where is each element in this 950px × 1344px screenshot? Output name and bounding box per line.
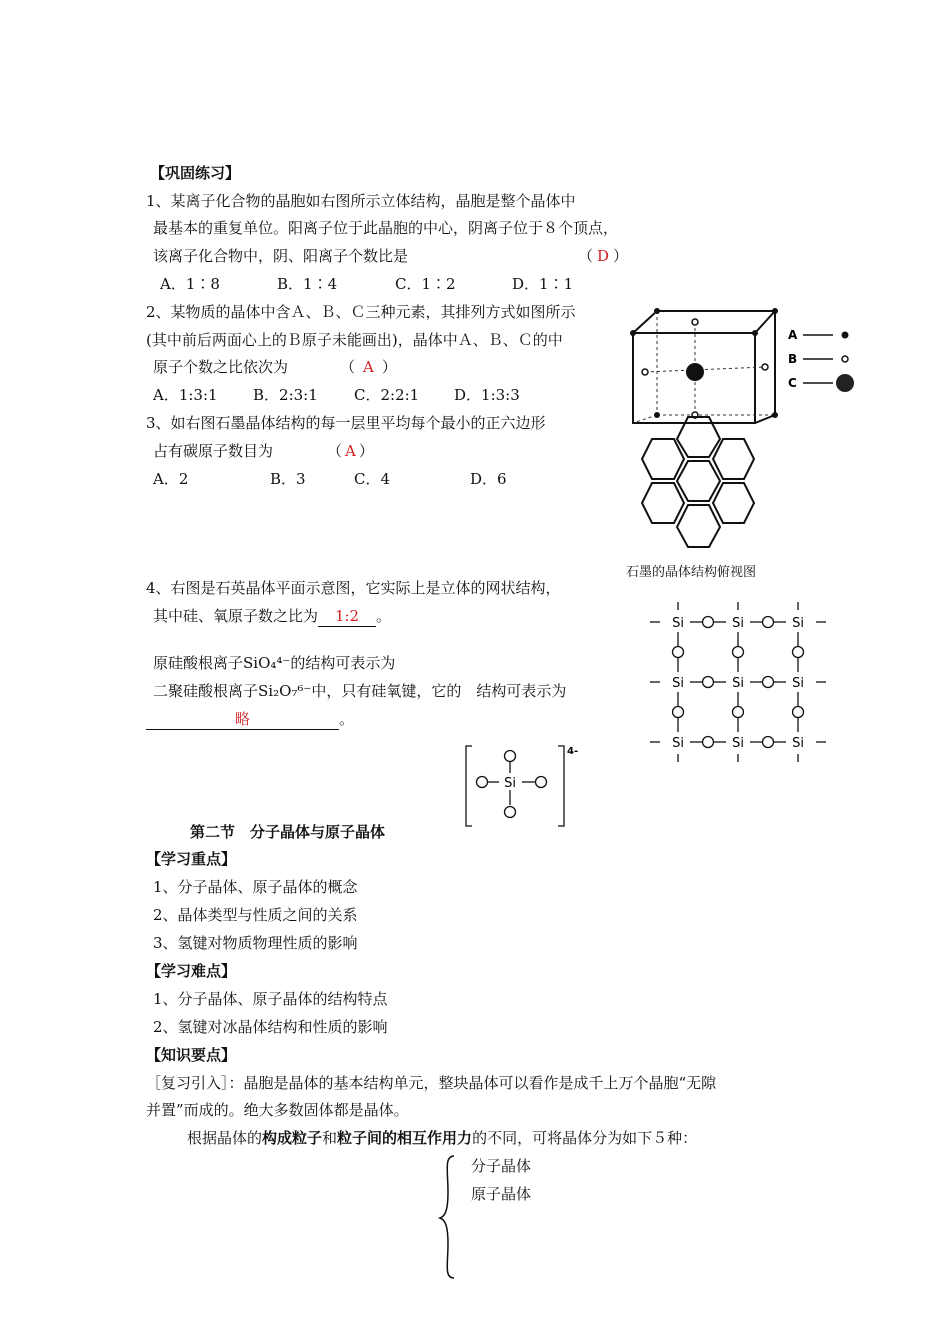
q1-answer-close: ） xyxy=(613,247,629,265)
q1-line2: 最基本的重复单位。阳离子位于此晶胞的中心，阴离子位于８个顶点， xyxy=(153,219,619,237)
quartz-si-atom: Si xyxy=(732,616,744,631)
difficulty-item: 2、氢键对冰晶体结构和性质的影响 xyxy=(153,1018,388,1036)
quartz-si-atom: Si xyxy=(672,616,684,631)
q1-option-b: B．1∶4 xyxy=(277,275,338,293)
q1-answer-open: （ xyxy=(578,247,594,265)
q4-line2-suffix: 。 xyxy=(376,607,392,625)
q4-line1: 4、右图是石英晶体平面示意图，它实际上是立体的网状结构， xyxy=(146,579,561,597)
difficulty-item: 1、分子晶体、原子晶体的结构特点 xyxy=(153,990,388,1008)
quartz-si-atom: Si xyxy=(792,616,804,631)
q1-line1: 1、某离子化合物的晶胞如右图所示立体结构，晶胞是整个晶体中 xyxy=(146,192,576,210)
silicate-oxygen-bottom xyxy=(505,807,516,818)
quartz-si-atom: Si xyxy=(792,736,804,751)
unit-cell-c-atom xyxy=(686,363,704,381)
classify-bold-forces: 粒子间的相互作用力 xyxy=(337,1129,473,1147)
quartz-network-figure xyxy=(648,598,828,766)
q2-answer-close: ） xyxy=(381,358,397,376)
silicate-charge: 4- xyxy=(567,746,579,757)
q4-ratio-answer: 1:2 xyxy=(318,606,376,627)
q3-option-c: C．4 xyxy=(354,470,391,488)
q1-option-d: D．1∶1 xyxy=(512,275,574,293)
legend-a-symbol xyxy=(842,332,849,339)
quartz-oxygen-atom xyxy=(793,707,804,718)
q1-line3: 该离子化合物中，阴、阳离子个数比是 xyxy=(153,247,409,265)
q3-answer xyxy=(327,441,374,461)
q4-structure-answer: 略 xyxy=(146,709,339,730)
key-points-heading: 【学习重点】 xyxy=(146,850,237,868)
q2-answer xyxy=(340,357,397,377)
q4-line5-suffix: 。 xyxy=(339,710,355,728)
q1-answer xyxy=(578,246,628,266)
quartz-oxygen-atom xyxy=(793,647,804,658)
q3-line1: 3、如右图石墨晶体结构的每一层里平均每个最小的正六边形 xyxy=(146,414,546,432)
q3-answer-value: A xyxy=(345,442,356,460)
q2-option-d: D．1:3:3 xyxy=(454,386,520,404)
q3-answer-close: ） xyxy=(358,442,374,460)
quartz-oxygen-atom xyxy=(703,677,714,688)
q3-answer-open: （ xyxy=(327,442,343,460)
q2-option-c: C．2:2:1 xyxy=(354,386,420,404)
q2-option-a: A．1:3:1 xyxy=(153,386,218,404)
classify-suffix: 的不同，可将晶体分为如下５种： xyxy=(472,1129,698,1147)
q4-line5 xyxy=(146,709,354,730)
crystal-type-item: 分子晶体 xyxy=(471,1157,532,1175)
q3-option-b: B．3 xyxy=(270,470,306,488)
quartz-si-atom: Si xyxy=(672,676,684,691)
silicate-oxygen-top xyxy=(505,751,516,762)
classify-mid: 和 xyxy=(322,1129,338,1147)
quartz-si-atom: Si xyxy=(792,676,804,691)
quartz-oxygen-atom xyxy=(703,617,714,628)
q1-option-a: A．1∶8 xyxy=(160,275,220,293)
quartz-oxygen-atom xyxy=(763,617,774,628)
q3-option-a: A．2 xyxy=(153,470,189,488)
q2-answer-value: A xyxy=(363,358,374,376)
consolidation-heading: 【巩固练习】 xyxy=(150,164,241,182)
classify-line xyxy=(187,1128,697,1148)
q2-line3: 原子个数之比依次为 xyxy=(153,358,289,376)
q1-answer-value: D xyxy=(597,247,610,265)
quartz-oxygen-atom xyxy=(763,677,774,688)
silicate-si-label: Si xyxy=(504,776,516,791)
legend-b-symbol xyxy=(842,356,848,362)
quartz-oxygen-atom xyxy=(673,647,684,658)
q2-line2: (其中前后两面心上的Ｂ原子未能画出)，晶体中Ａ、Ｂ、Ｃ的中 xyxy=(146,331,563,349)
q2-option-b: B．2:3:1 xyxy=(253,386,318,404)
quartz-si-atom: Si xyxy=(732,676,744,691)
silicate-ion-figure xyxy=(462,742,579,830)
quartz-oxygen-atom xyxy=(733,707,744,718)
review-line-2: 并置”而成的。绝大多数固体都是晶体。 xyxy=(146,1101,409,1119)
legend-b-label: B xyxy=(788,352,798,366)
q4-line3: 原硅酸根离子SiO₄⁴⁻的结构可表示为 xyxy=(153,654,396,672)
classify-bold-particles: 构成粒子 xyxy=(262,1129,323,1147)
difficulties-heading: 【学习难点】 xyxy=(146,962,237,980)
key-point-item: 1、分子晶体、原子晶体的概念 xyxy=(153,878,358,896)
quartz-si-atom: Si xyxy=(672,736,684,751)
q1-option-c: C．1∶2 xyxy=(395,275,456,293)
quartz-oxygen-atom xyxy=(703,737,714,748)
q2-answer-open: （ xyxy=(340,358,356,376)
quartz-oxygen-atom xyxy=(673,707,684,718)
legend-c-symbol xyxy=(836,374,854,392)
silicate-oxygen-left xyxy=(477,777,488,788)
silicate-oxygen-right xyxy=(536,777,547,788)
q4-line2 xyxy=(153,606,391,627)
q3-option-d: D．6 xyxy=(470,470,507,488)
curly-brace xyxy=(436,1152,460,1282)
q2-line1: 2、某物质的晶体中含Ａ、Ｂ、Ｃ三种元素，其排列方式如图所示 xyxy=(146,303,576,321)
q4-line2-prefix: 其中硅、氧原子数之比为 xyxy=(153,607,319,625)
crystal-type-item: 原子晶体 xyxy=(471,1185,532,1203)
unit-cell-hidden-edges xyxy=(633,311,775,423)
key-point-item: 3、氢键对物质物理性质的影响 xyxy=(153,934,358,952)
legend-c-label: C xyxy=(788,376,797,390)
quartz-oxygen-atom xyxy=(733,647,744,658)
quartz-oxygen-atom xyxy=(763,737,774,748)
section-title: 第二节 分子晶体与原子晶体 xyxy=(190,823,386,841)
q3-line2: 占有碳原子数目为 xyxy=(153,442,274,460)
classify-prefix: 根据晶体的 xyxy=(187,1129,263,1147)
legend-a-label: A xyxy=(788,328,798,342)
q4-line4: 二聚硅酸根离子Si₂O₇⁶⁻中，只有硅氧键，它的 结构可表示为 xyxy=(153,682,567,700)
graphite-honeycomb-figure xyxy=(626,414,766,554)
knowledge-heading: 【知识要点】 xyxy=(146,1046,237,1064)
unit-cell-figure xyxy=(625,305,865,417)
review-line-1: ［复习引入］：晶胞是晶体的基本结构单元，整块晶体可以看作是成千上万个晶胞“无隙 xyxy=(146,1074,717,1092)
quartz-si-atom: Si xyxy=(732,736,744,751)
graphite-caption: 石墨的晶体结构俯视图 xyxy=(626,565,757,580)
key-point-item: 2、晶体类型与性质之间的关系 xyxy=(153,906,358,924)
